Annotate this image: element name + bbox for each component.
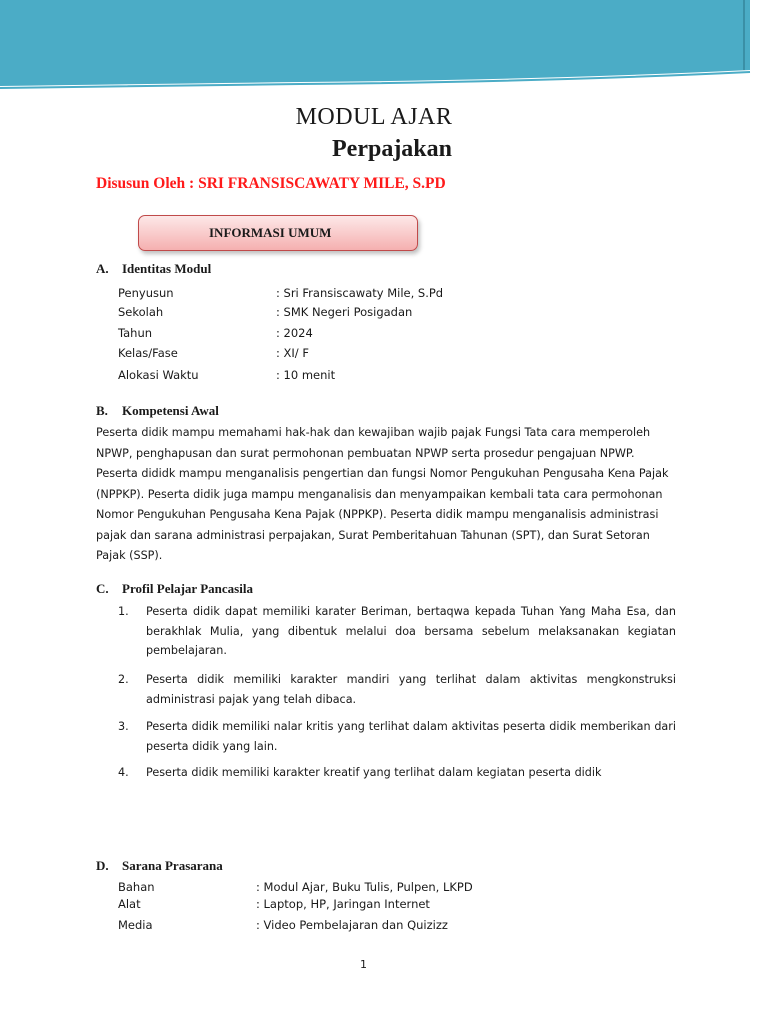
header-band [0,0,768,100]
row-label: Media [118,918,153,932]
row-label: Tahun [118,326,153,340]
info-box [138,215,418,251]
section-c-heading: C. Profil Pelajar Pancasila [96,581,253,596]
row-value: : SMK Negeri Posigadan [276,305,413,319]
document-title: MODUL AJAR [295,104,453,130]
row-value: : Sri Fransiscawaty Mile, S.Pd [276,286,444,300]
info-box-label: INFORMASI UMUM [209,225,332,240]
row-label: Bahan [118,880,155,894]
paragraph-line: Peserta didik mampu memahami hak-hak dan kewajiban wajib pajak Fungsi Tata cara memperoleh [96,426,651,439]
row-label: Kelas/Fase [118,346,178,360]
row-label: Penyusun [118,286,174,300]
paragraph-line: Nomor Pengukuhan Pengusaha Kena Pajak (NPPKP). Peserta didik mampu menganalisis administrasi [96,508,659,521]
page-number: 1 [360,958,367,971]
row-value: : Laptop, HP, Jaringan Internet [256,897,430,911]
paragraph-line: Pajak (SSP). [96,549,163,562]
row-value: : 10 menit [276,368,336,382]
paragraph-line: pajak dan sarana administrasi perpajakan, Surat Pemberitahuan Tahunan (SPT), dan Surat Setoran [96,528,650,542]
row-label: Alokasi Waktu [118,368,199,382]
row-value: : XI/ F [276,346,309,360]
row-value: : 2024 [276,326,313,340]
document-subtitle: Perpajakan [332,136,452,162]
paragraph-line: (NPPKP). Peserta didik juga mampu menganalisis dan menyampaikan kembali tata cara permohonan [96,487,663,501]
row-value: : Modul Ajar, Buku Tulis, Pulpen, LKPD [256,880,473,894]
section-b-heading: B. Kompetensi Awal [96,403,219,418]
row-value: : Video Pembelajaran dan Quizizz [256,918,448,932]
section-d-heading: D. Sarana Prasarana [96,858,223,873]
row-label: Alat [118,897,141,911]
paragraph-line: Peserta dididk mampu menganalisis pengertian dan fungsi Nomor Pengukuhan Pengusaha Kena Pajak [96,467,669,480]
row-label: Sekolah [118,305,164,319]
section-a-heading: A. Identitas Modul [96,261,212,276]
paragraph-line: NPWP, penghapusan dan surat permohonan pembuatan NPWP serta prosedur pengajuan NPWP. [96,446,635,460]
author-line: Disusun Oleh : SRI FRANSISCAWATY MILE, S.PD [96,175,446,192]
section-b-paragraph [96,423,676,567]
